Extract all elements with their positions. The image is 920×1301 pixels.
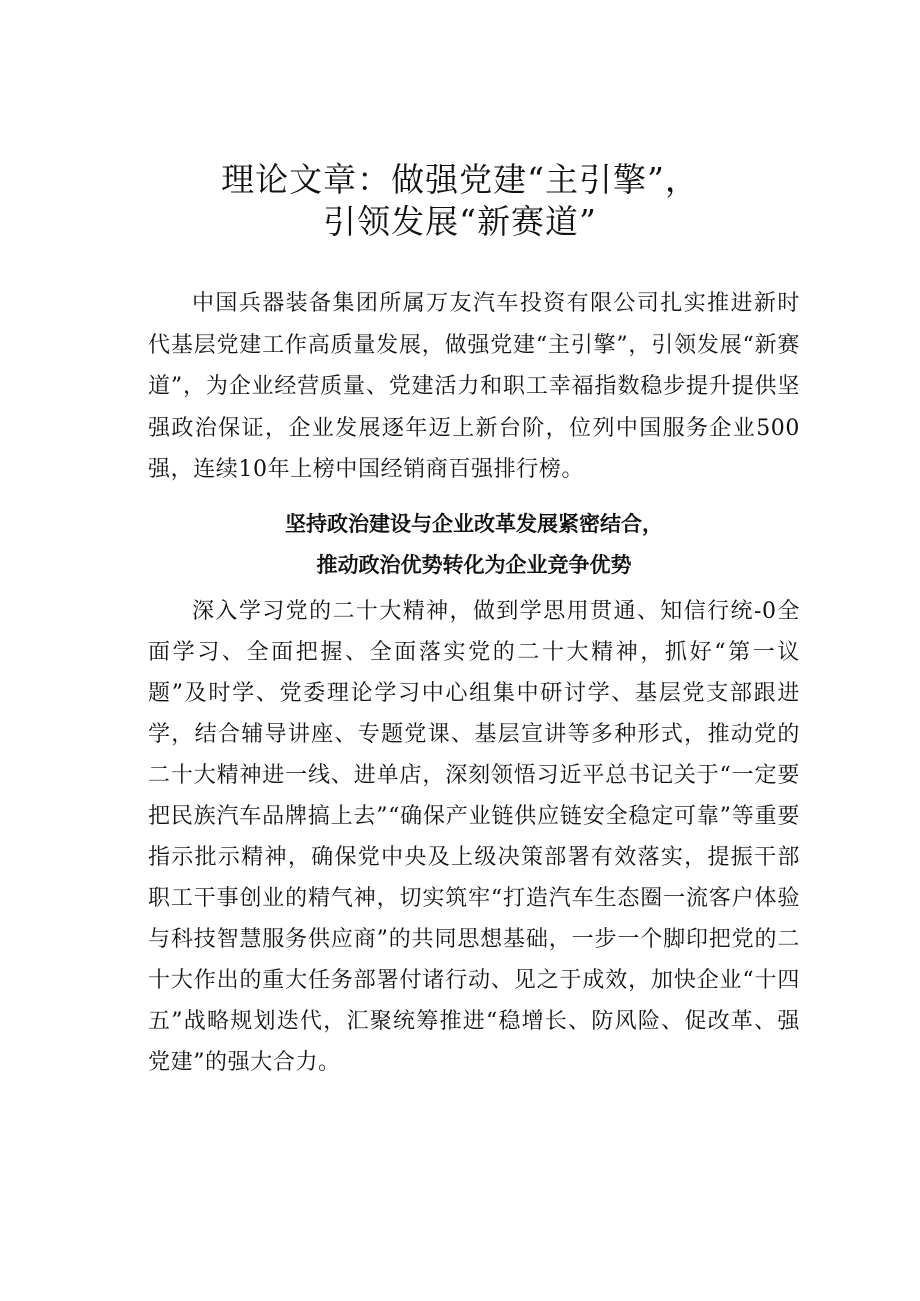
section-body-paragraph: 深入学习党的二十大精神，做到学思用贯通、知信行统-0全面学习、全面把握、全面落实党的二十大精神，抓好“第一议题”及时学、党委理论学习中心组集中研讨学、基层党支部跟进学，结合辅导讲座、专题党课、基层宣讲等多种形式，推动党的二十大精神进一线、进单店，深刻领悟习近平总书记关于“一定要把民族汽车品牌搞上去”“确保产业链供应链安全稳定可靠”等重要指示批示精神，确保党中央及上级决策部署有效落实，提振干部职工干事创业的精气神，切实筑牢“打造汽车生态圈一流客户体验与科技智慧服务供应商”的共同思想基础，一步一个脚印把党的二十大作出的重大任务部署付诸行动、见之于成效，加快企业“十四五”战略规划迭代，汇聚统筹推进“稳增长、防风险、促改革、强党建”的强大合力。 [148,599,800,1075]
section-heading-line-2: 推动政治优势转化为企业竞争优势 [316,553,632,577]
document-title-line-1: 理论文章：做强党建“主引擎”， [221,160,699,199]
section-heading-line-1: 坚持政治建设与企业改革发展紧密结合， [285,512,663,536]
intro-paragraph: 中国兵器装备集团所属万友汽车投资有限公司扎实推进新时代基层党建工作高质量发展，做强党建“主引擎”，引领发展“新赛道”，为企业经营质量、党建活力和职工幸福指数稳步提升提供坚强政治保证，企业发展逐年迈上新台阶，位列中国服务企业500强，连续10年上榜中国经销商百强排行榜。 [148,291,800,482]
document-title-line-2: 引领发展“新赛道” [323,202,597,241]
